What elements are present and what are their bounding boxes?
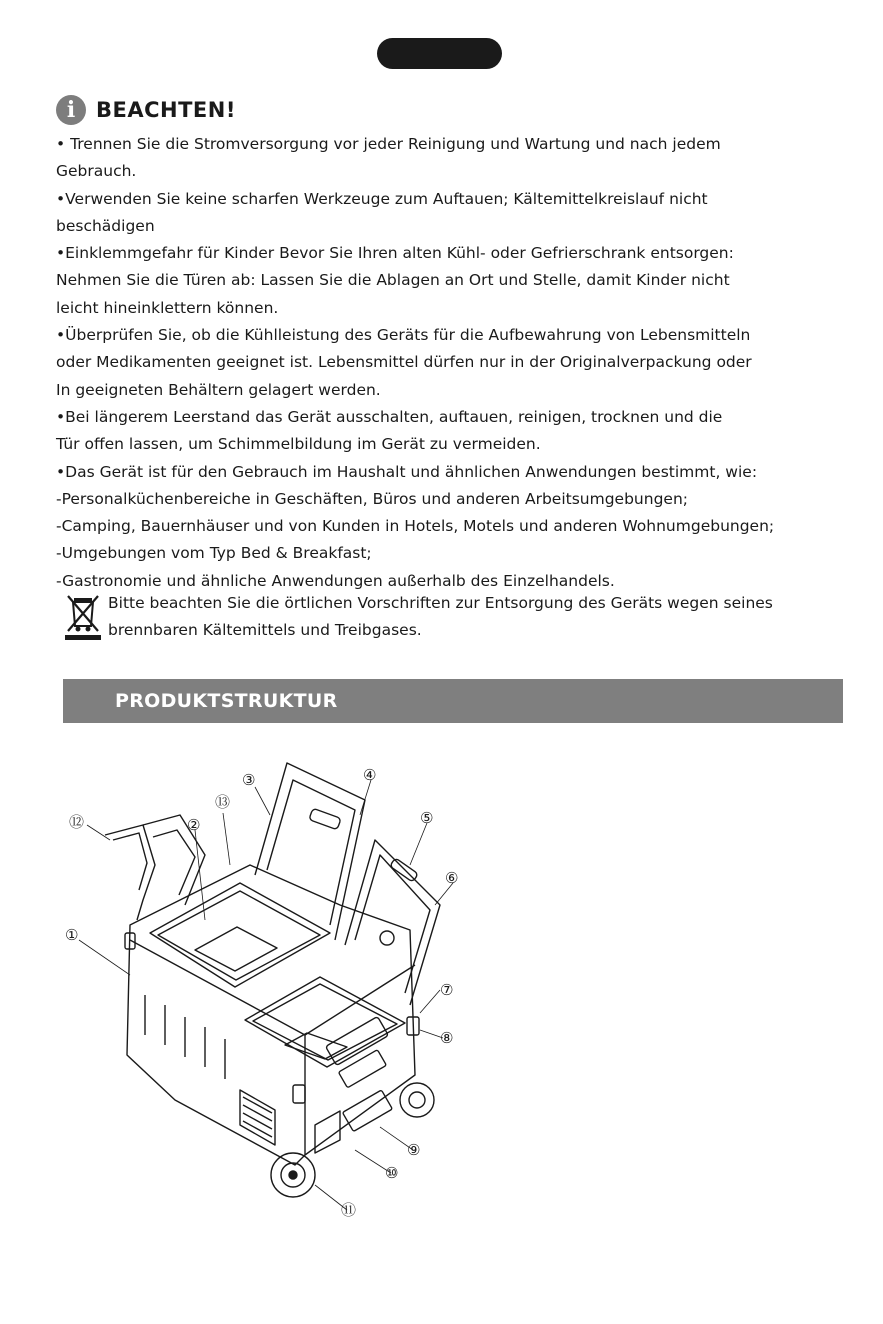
callout-3: ③ bbox=[242, 771, 256, 789]
notice-line: Gebrauch. bbox=[56, 162, 137, 181]
notice-line: Tür offen lassen, um Schimmelbildung im Gerät zu vermeiden. bbox=[56, 435, 541, 454]
notice-line: •Bei längerem Leerstand das Gerät ausschalten, auftauen, reinigen, trocknen und die bbox=[56, 407, 723, 426]
callout-13: ⑬ bbox=[215, 793, 231, 811]
callout-2: ② bbox=[187, 816, 201, 834]
callout-10: ⑩ bbox=[385, 1164, 399, 1182]
notice-body bbox=[56, 131, 856, 595]
notice-line: oder Medikamenten geeignet ist. Lebensmittel dürfen nur in der Originalverpackung oder bbox=[56, 353, 752, 372]
callout-4: ④ bbox=[363, 766, 377, 784]
notice-line: Nehmen Sie die Türen ab: Lassen Sie die Ablagen an Ort und Stelle, damit Kinder nicht bbox=[56, 271, 730, 290]
section-title: PRODUKTSTRUKTUR bbox=[115, 690, 338, 712]
notice-line: -Umgebungen vom Typ Bed & Breakfast; bbox=[56, 544, 372, 563]
callout-6: ⑥ bbox=[445, 869, 459, 887]
disposal-line: brennbaren Kältemittels und Treibgases. bbox=[108, 621, 422, 640]
notice-line: • Trennen Sie die Stromversorgung vor jeder Reinigung und Wartung und nach jedem bbox=[56, 135, 721, 153]
disposal-line: Bitte beachten Sie die örtlichen Vorschriften zur Entsorgung des Geräts wegen seines bbox=[108, 594, 773, 612]
notice-line: leicht hineinklettern können. bbox=[56, 298, 279, 317]
notice-heading bbox=[56, 93, 236, 127]
callout-11: ⑪ bbox=[341, 1201, 357, 1219]
callout-8: ⑧ bbox=[440, 1029, 454, 1047]
callout-12: ⑫ bbox=[69, 813, 85, 831]
callout-9: ⑨ bbox=[407, 1141, 421, 1159]
info-icon: i bbox=[56, 95, 86, 125]
notice-line: •Verwenden Sie keine scharfen Werkzeuge zum Auftauen; Kältemittelkreislauf nicht bbox=[56, 189, 708, 208]
crossed-out-bin-icon bbox=[63, 593, 103, 641]
notice-line: •Einklemmgefahr für Kinder Bevor Sie Ihren alten Kühl- oder Gefrierschrank entsorgen: bbox=[56, 244, 734, 263]
notice-title: BEACHTEN! bbox=[96, 98, 236, 122]
notice-line: •Das Gerät ist für den Gebrauch im Haushalt und ähnlichen Anwendungen bestimmt, wie: bbox=[56, 462, 758, 481]
notice-line: •Überprüfen Sie, ob die Kühlleistung des Geräts für die Aufbewahrung von Lebensmitteln bbox=[56, 326, 751, 345]
notice-line: beschädigen bbox=[56, 216, 155, 235]
callout-1: ① bbox=[65, 926, 79, 944]
notice-line: -Camping, Bauernhäuser und von Kunden in Hotels, Motels und anderen Wohnumgebungen; bbox=[56, 517, 775, 536]
disposal-note bbox=[108, 590, 773, 645]
cooler-box-diagram bbox=[55, 755, 475, 1225]
callout-5: ⑤ bbox=[420, 809, 434, 827]
header-pill bbox=[377, 38, 502, 69]
callout-7: ⑦ bbox=[440, 981, 454, 999]
notice-line: -Personalküchenbereiche in Geschäften, Büros und anderen Arbeitsumgebungen; bbox=[56, 489, 688, 508]
notice-line: In geeigneten Behältern gelagert werden. bbox=[56, 380, 381, 399]
section-header-bar bbox=[63, 679, 843, 723]
notice-line: -Gastronomie und ähnliche Anwendungen außerhalb des Einzelhandels. bbox=[56, 571, 615, 590]
